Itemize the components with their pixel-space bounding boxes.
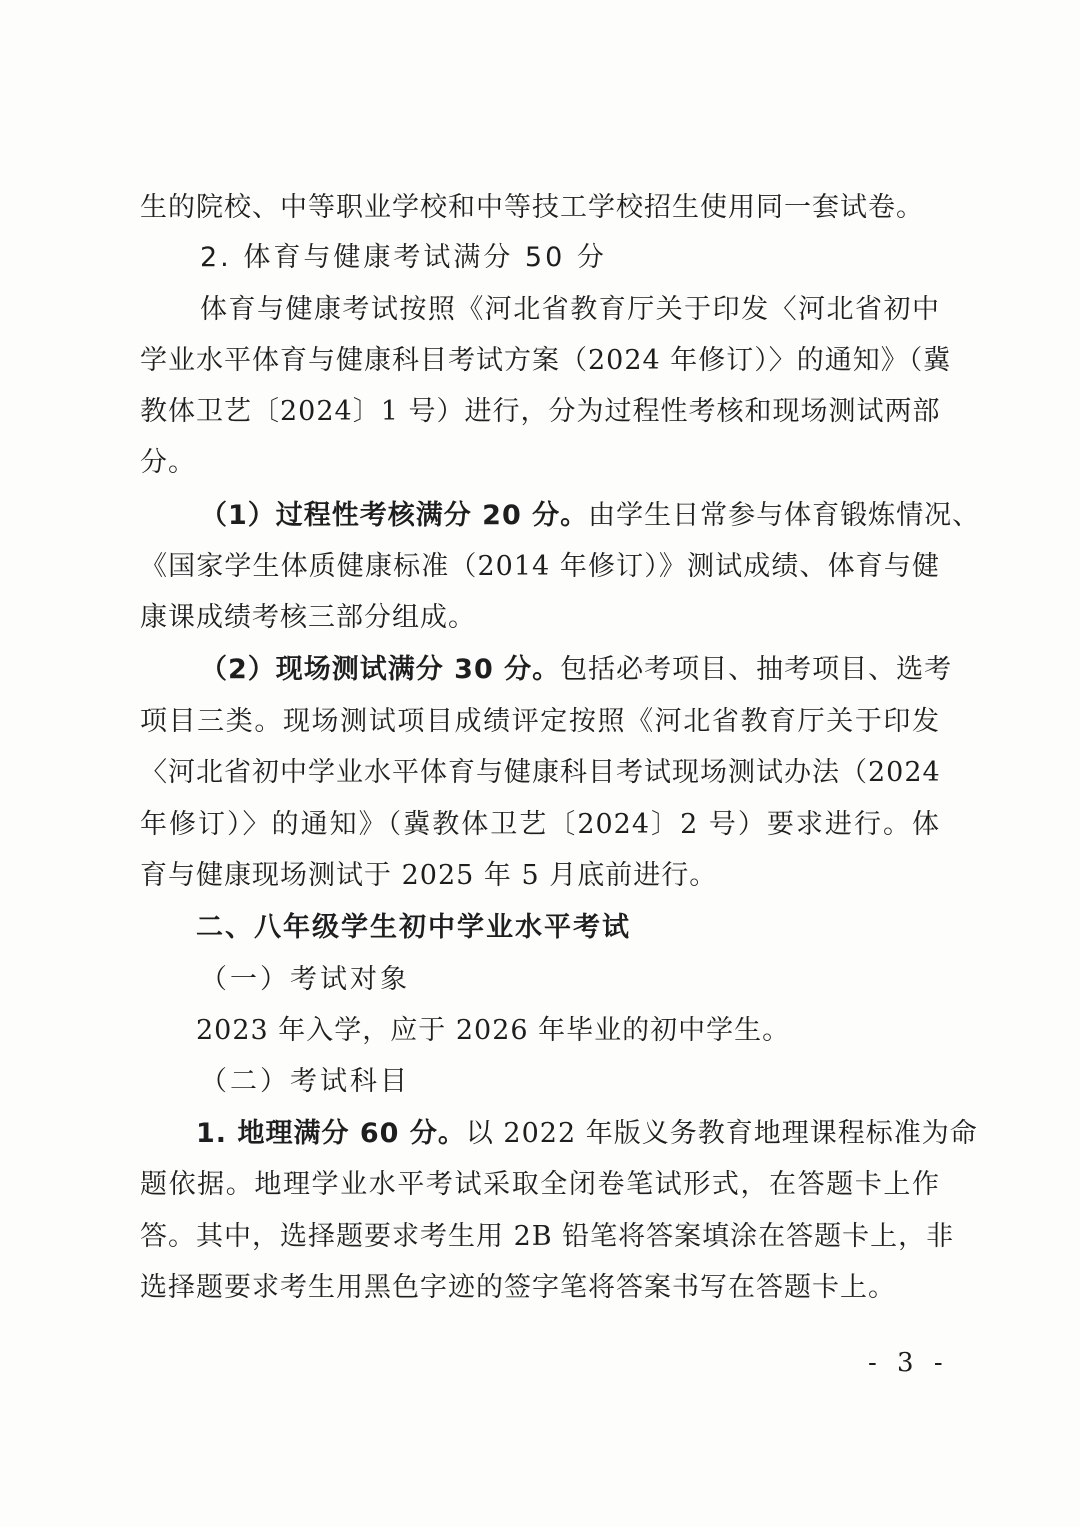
paragraph-line: 育与健康现场测试于 2025 年 5 月底前进行。 bbox=[140, 860, 718, 891]
subsection-heading-exam-target: （一）考试对象 bbox=[200, 964, 410, 995]
paragraph-line: 学业水平体育与健康科目考试方案（2024 年修订）〉的通知》（冀 bbox=[140, 345, 952, 376]
subsection-heading-exam-subjects: （二）考试科目 bbox=[200, 1066, 410, 1097]
paragraph-line: 生的院校、中等职业学校和中等技工学校招生使用同一套试卷。 bbox=[140, 192, 924, 223]
page-number: - 3 - bbox=[868, 1348, 949, 1378]
section-heading-grade8-exam: 二、八年级学生初中学业水平考试 bbox=[196, 912, 631, 943]
paragraph-line: 分。 bbox=[140, 447, 196, 478]
bold-lead-field-test: （2）现场测试满分 30 分。 bbox=[200, 654, 561, 685]
paragraph-line: 选择题要求考生用黑色字迹的签字笔将答案书写在答题卡上。 bbox=[140, 1272, 896, 1303]
paragraph-line: 教体卫艺〔2024〕1 号）进行，分为过程性考核和现场测试两部 bbox=[140, 396, 941, 427]
paragraph-line: 1. 地理满分 60 分。以 2022 年版义务教育地理课程标准为命 bbox=[196, 1118, 978, 1149]
paragraph-line: 2023 年入学，应于 2026 年毕业的初中学生。 bbox=[196, 1015, 791, 1046]
paragraph-line: 题依据。地理学业水平考试采取全闭卷笔试形式，在答题卡上作 bbox=[140, 1169, 940, 1200]
paragraph-line: 康课成绩考核三部分组成。 bbox=[140, 602, 476, 633]
paragraph-line: 《国家学生体质健康标准（2014 年修订）》测试成绩、体育与健 bbox=[140, 551, 940, 582]
paragraph-line: 年修订）〉的通知》（冀教体卫艺〔2024〕2 号）要求进行。体 bbox=[140, 809, 940, 840]
paragraph-line: 体育与健康考试按照《河北省教育厅关于印发〈河北省初中 bbox=[200, 294, 940, 325]
section-heading-pe-health: 2. 体育与健康考试满分 50 分 bbox=[200, 242, 607, 273]
paragraph-line: 项目三类。现场测试项目成绩评定按照《河北省教育厅关于印发 bbox=[140, 706, 940, 737]
paragraph-line: 〈河北省初中学业水平体育与健康科目考试现场测试办法（2024 bbox=[140, 757, 941, 788]
paragraph-line: （2）现场测试满分 30 分。包括必考项目、抽考项目、选考 bbox=[200, 654, 953, 685]
bold-lead-geography: 1. 地理满分 60 分。 bbox=[196, 1118, 466, 1149]
paragraph-line: （1）过程性考核满分 20 分。由学生日常参与体育锻炼情况、 bbox=[200, 500, 981, 531]
paragraph-line: 答。其中，选择题要求考生用 2B 铅笔将答案填涂在答题卡上，非 bbox=[140, 1221, 955, 1252]
bold-lead-process-assessment: （1）过程性考核满分 20 分。 bbox=[200, 500, 589, 531]
